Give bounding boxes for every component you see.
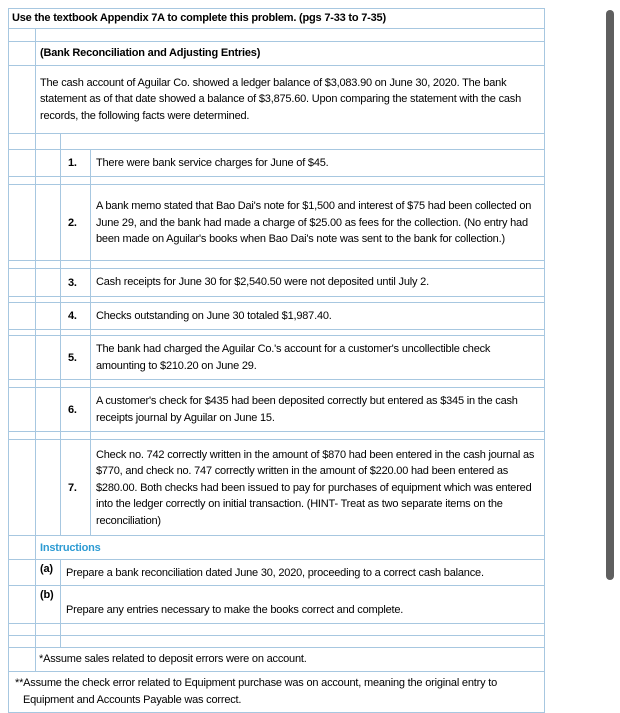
grid-spacer-row — [9, 29, 544, 42]
grid-cell — [9, 269, 36, 296]
item-number: 6. — [61, 388, 91, 431]
grid-gap-row — [9, 261, 544, 269]
grid-cell — [36, 303, 61, 330]
instruction-label-a: (a) — [36, 560, 61, 585]
item-number: 3. — [61, 269, 91, 296]
grid-cell — [9, 297, 36, 302]
grid-cell — [9, 388, 36, 431]
item-row-5 — [9, 336, 544, 380]
grid-cell — [36, 432, 61, 439]
instruction-row-b — [9, 586, 544, 624]
grid-cell — [36, 297, 61, 302]
grid-cell — [9, 134, 36, 149]
grid-cell — [36, 624, 61, 635]
grid-spacer-row — [9, 636, 544, 648]
grid-cell — [9, 303, 36, 330]
item-number: 7. — [61, 440, 91, 535]
grid-cell — [9, 185, 36, 260]
grid-gap-row — [9, 380, 544, 388]
item-row-4 — [9, 303, 544, 331]
title-row — [9, 9, 544, 29]
instruction-text-b: Prepare any entries necessary to make the books correct and complete. — [66, 603, 404, 616]
grid-cell — [9, 177, 36, 184]
grid-cell — [9, 150, 36, 177]
subtitle-row — [9, 42, 544, 66]
grid-cell — [36, 440, 61, 535]
instruction-label-b: (b) — [36, 586, 61, 623]
grid-cell — [9, 42, 36, 65]
item-number: 4. — [61, 303, 91, 330]
worksheet-table — [8, 8, 545, 713]
grid-cell — [9, 636, 36, 647]
grid-cell — [61, 177, 91, 184]
grid-cell — [36, 636, 61, 647]
item-number: 1. — [61, 150, 91, 177]
item-number: 2. — [61, 185, 91, 260]
footnote-one: *Assume sales related to deposit errors were on account. — [39, 653, 307, 666]
instructions-heading-row — [9, 536, 544, 560]
item-row-2 — [9, 185, 544, 261]
footnote-row-2 — [9, 672, 544, 712]
section-subtitle: (Bank Reconciliation and Adjusting Entries) — [40, 47, 261, 60]
grid-cell — [36, 388, 61, 431]
item-text: Check no. 742 correctly written in the amount of $870 had been entered in the cash journal as $770, and check no. 747 correctly written in the amount of $220.00 had been entered as $280.00. Both checks had been issued to pay for purchases of equipment which was entered into the ledger correctly on initial transaction. (HINT- Treat as two separate items on the reconciliation) — [96, 448, 535, 527]
grid-cell — [36, 336, 61, 379]
grid-cell — [9, 261, 36, 268]
grid-gap-row — [9, 432, 544, 440]
grid-cell — [36, 134, 61, 149]
grid-cell — [36, 269, 61, 296]
grid-cell — [36, 177, 61, 184]
grid-cell — [36, 261, 61, 268]
instruction-text-a: Prepare a bank reconciliation dated June 30, 2020, proceeding to a correct cash balance. — [66, 566, 484, 579]
item-text: There were bank service charges for June of $45. — [96, 156, 329, 169]
instructions-heading: Instructions — [40, 541, 101, 554]
item-row-7 — [9, 440, 544, 536]
footnote-row-1 — [9, 648, 544, 672]
grid-cell — [9, 624, 36, 635]
grid-cell — [9, 330, 36, 335]
item-text: The bank had charged the Aguilar Co.'s account for a customer's uncollectible check amounting to $210.20 on June 29. — [96, 343, 491, 372]
item-text: Checks outstanding on June 30 totaled $1,987.40. — [96, 309, 332, 322]
vertical-scrollbar-thumb[interactable] — [606, 10, 614, 580]
grid-cell — [61, 432, 91, 439]
grid-cell — [61, 261, 91, 268]
grid-cell — [9, 66, 36, 133]
grid-cell — [9, 560, 36, 585]
item-text: Cash receipts for June 30 for $2,540.50 were not deposited until July 2. — [96, 276, 429, 289]
grid-cell — [9, 432, 36, 439]
item-text: A customer's check for $435 had been deposited correctly but entered as $345 in the cash receipts journal by Aguilar on June 15. — [96, 395, 518, 424]
grid-cell — [36, 330, 61, 335]
item-row-1 — [9, 150, 544, 178]
grid-cell — [9, 586, 36, 623]
grid-cell — [36, 29, 544, 41]
grid-gap-row — [9, 177, 544, 185]
grid-cell — [61, 380, 91, 387]
problem-intro: The cash account of Aguilar Co. showed a ledger balance of $3,083.90 on June 30, 2020. The bank statement as of that date showed a balance of $3,875.60. Upon comparing the statement with the cash records, the following facts were determined. — [40, 76, 522, 122]
page-title: Use the textbook Appendix 7A to complete this problem. (pgs 7-33 to 7-35) — [12, 12, 386, 24]
grid-cell — [36, 380, 61, 387]
grid-cell — [61, 297, 91, 302]
footnote-two: **Assume the check error related to Equipment purchase was on account, meaning the original entry to Equipment and Accounts Payable was correct. — [15, 676, 497, 706]
grid-cell — [61, 134, 544, 149]
grid-cell — [9, 380, 36, 387]
instruction-row-a — [9, 560, 544, 586]
grid-cell — [36, 185, 61, 260]
grid-cell — [36, 150, 61, 177]
item-number: 5. — [61, 336, 91, 379]
grid-cell — [9, 440, 36, 535]
grid-cell — [9, 336, 36, 379]
grid-spacer-row — [9, 624, 544, 636]
intro-row — [9, 66, 544, 134]
grid-cell — [9, 29, 36, 41]
grid-cell — [9, 648, 36, 671]
grid-cell — [61, 624, 544, 635]
grid-cell — [61, 330, 91, 335]
item-row-6 — [9, 388, 544, 432]
item-row-3 — [9, 269, 544, 297]
grid-cell — [9, 536, 36, 559]
grid-cell — [61, 636, 544, 647]
grid-spacer-row — [9, 134, 544, 150]
item-text: A bank memo stated that Bao Dai's note for $1,500 and interest of $75 had been collected on June 29, and the bank had made a charge of $25.00 as fees for the collection. (No entry had been made on Aguilar's books when Bao Dai's note was sent to the bank for collection.) — [96, 200, 532, 246]
